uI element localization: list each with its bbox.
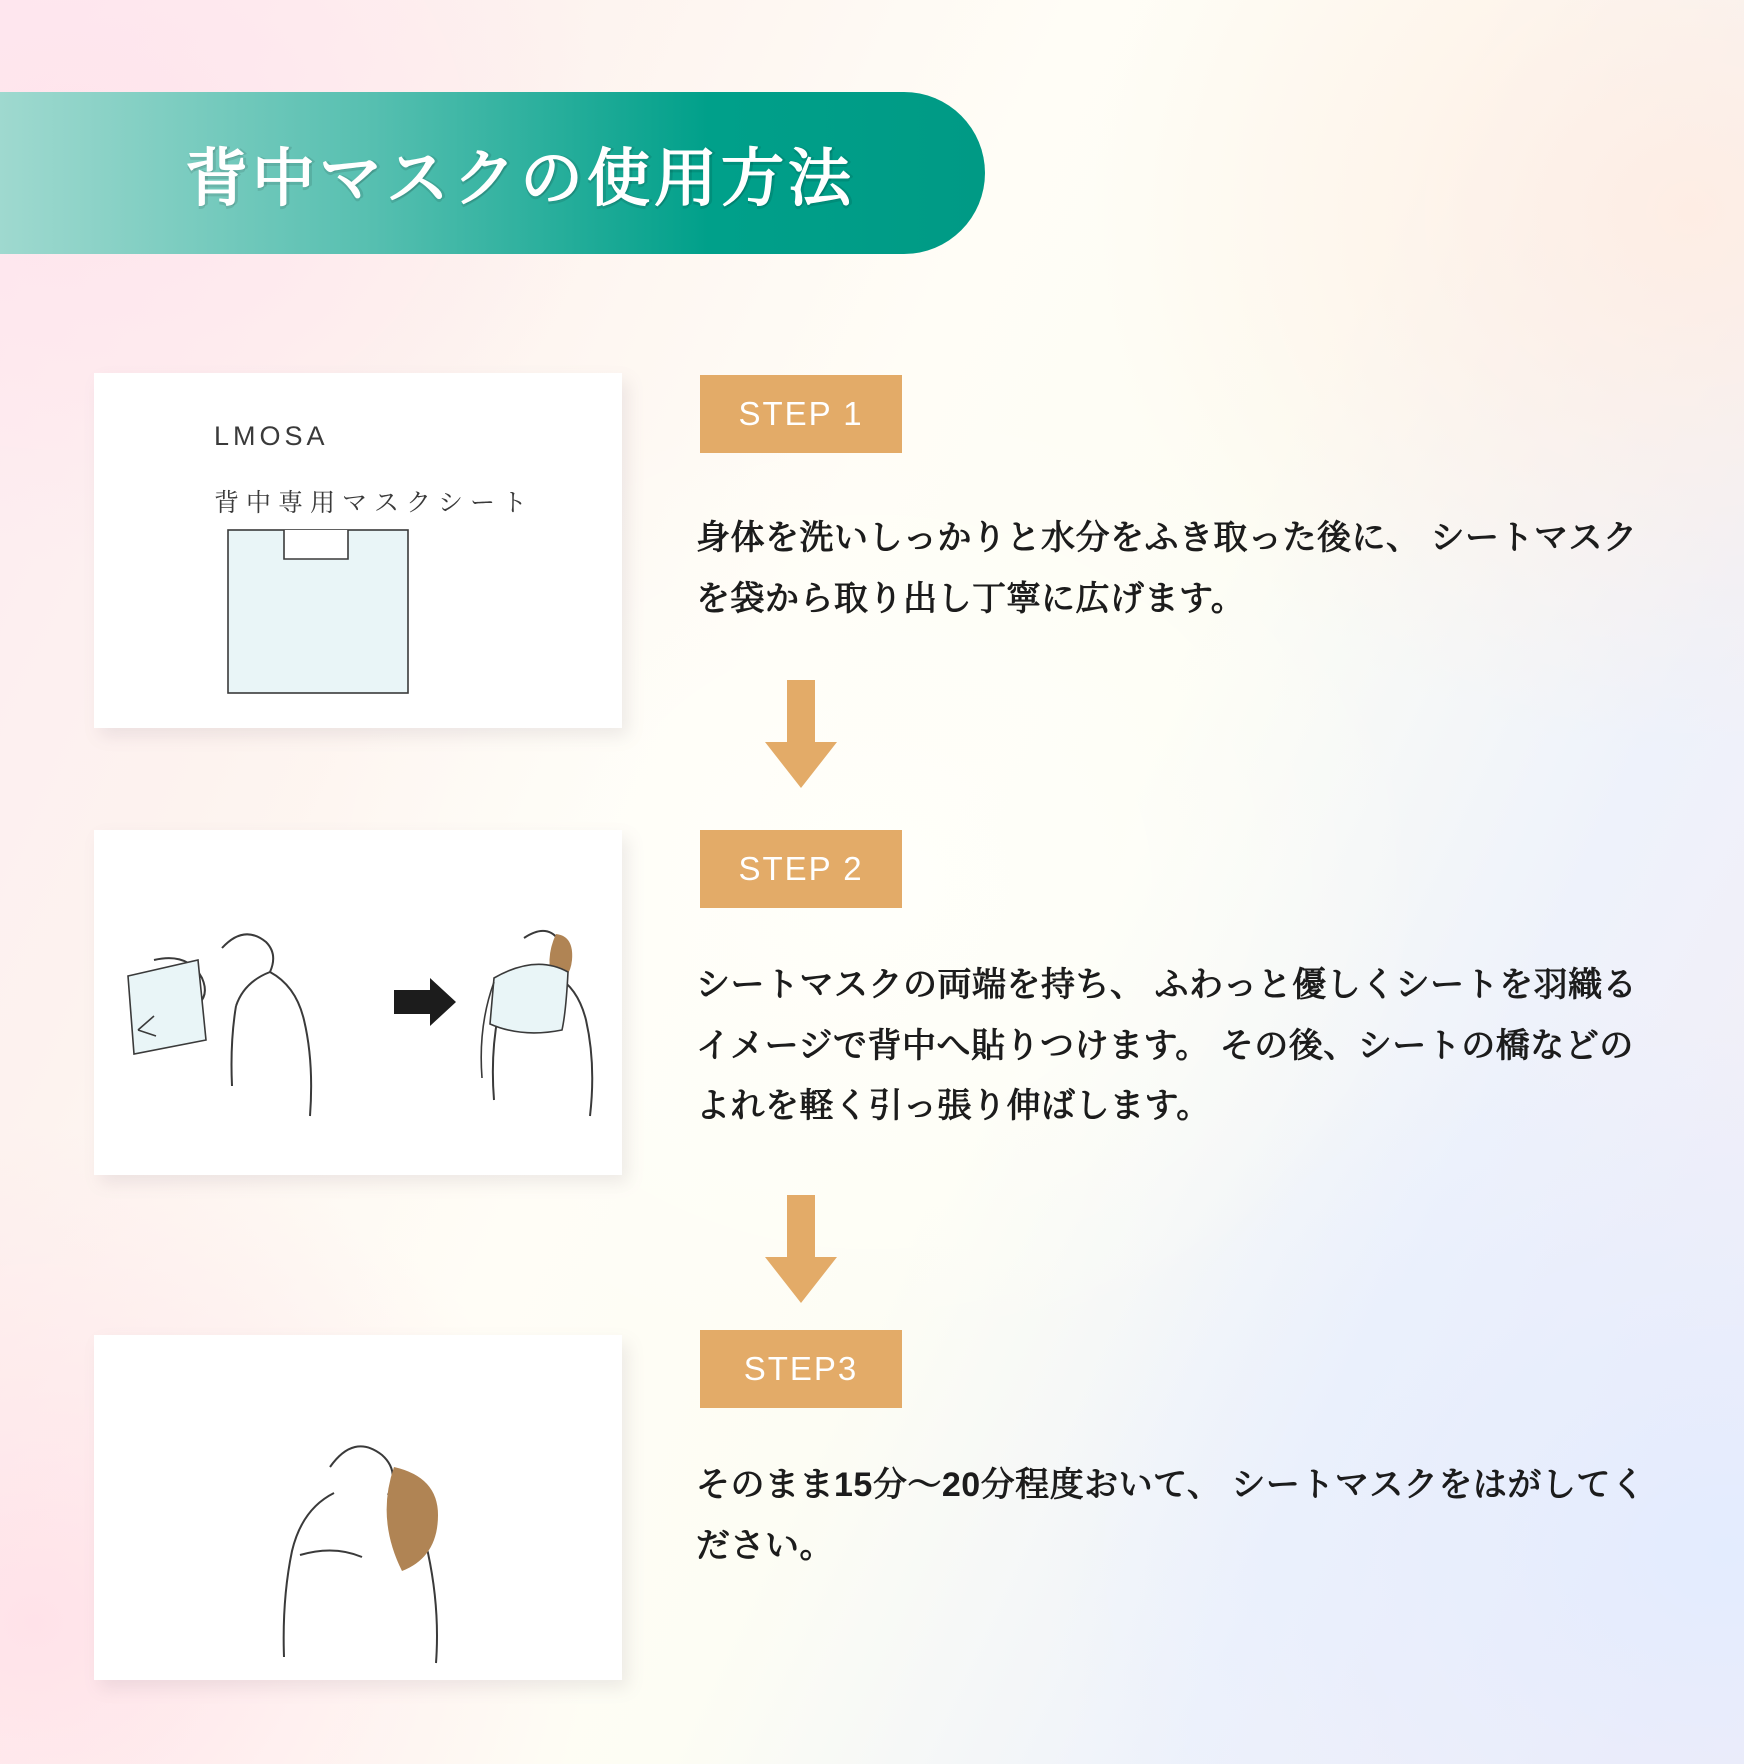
peeling-mask-illustration [94,1335,622,1680]
step-3-description: そのまま15分〜20分程度おいて、 シートマスクをはがしてください。 [696,1466,1646,1565]
step-3-badge [700,1330,902,1408]
step-2-badge [700,830,902,908]
package-subtitle-label: 背中専用マスクシート [214,489,535,517]
mask-package-illustration [94,373,622,728]
down-arrow-icon-1 [763,680,839,790]
step-2-description: シートマスクの両端を持ち、 ふわっと優しくシートを羽織るイメージで背中へ貼りつけます。 その後、シートの橋などのよれを軽く引っ張り伸ばします。 [696,966,1638,1126]
page-title: 背中マスクの使用方法 [185,143,855,214]
header-banner [0,92,985,254]
step-1-description: 身体を洗いしっかりと水分をふき取った後に、 シートマスクを袋から取り出し丁寧に広げます。 [696,519,1638,618]
down-arrow-icon-2 [763,1195,839,1305]
step-3-image-card [94,1335,622,1680]
package-brand-label: LMOSA [214,421,329,451]
step-1-badge-label: STEP 1 [738,395,864,432]
applying-mask-illustration [94,830,622,1175]
step-2-image-card [94,830,622,1175]
step-3-badge-label: STEP3 [743,1350,859,1387]
step-2-badge-label: STEP 2 [738,850,864,887]
step-1-badge [700,375,902,453]
step-1-image-card [94,373,622,728]
